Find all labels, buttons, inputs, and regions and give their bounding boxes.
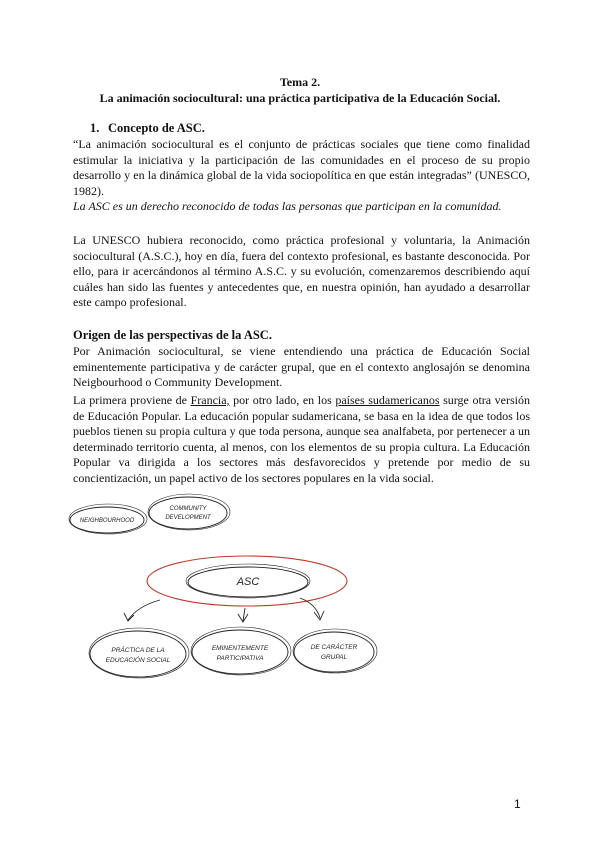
bottom-right-label-line2: GRUPAL <box>320 654 348 661</box>
italic-note: La ASC es un derecho reconocido de todas las personas que participan en la comunidad. <box>73 199 502 213</box>
bottom-middle-label-line1: EMINENTEMENTE <box>211 645 269 652</box>
page-number: 1 <box>514 797 521 811</box>
community-label-line2: DEVELOPMENT <box>165 515 211 521</box>
arrow-middle <box>238 608 248 622</box>
asc-label: ASC <box>236 576 260 588</box>
section-1-heading <box>90 121 205 136</box>
community-development-node <box>148 494 230 530</box>
section-1-paragraph: La UNESCO hubiera reconocido, como práctica profesional y voluntaria, la Animación sociocultural (A.S.C.), hoy en día, fuera del contexto profesional, es bastante desconocida. Por ello, para ir acercándonos al término A.S.C. y su evolución, comenzaremos describiendo aquí cuáles han sido las fuentes y antecedentes que, en nuestra opinión, han ayudado a desarrollar este campo profesional. <box>73 233 530 310</box>
paises-sudamericanos-text: países sudamericanos <box>335 393 440 407</box>
neighbourhood-label: NEIGHBOURHOOD <box>79 518 135 524</box>
section-2-paragraph-1: Por Animación sociocultural, se viene entendiendo una práctica de Educación Social eminentemente participativa y de carácter grupal, que en el contexto anglosajón se denomina Neigbourhood o Community Development. <box>73 344 530 390</box>
asc-diagram <box>60 490 530 710</box>
caracter-grupal-node <box>293 629 377 673</box>
neighbourhood-node <box>69 504 147 534</box>
asc-central-node <box>147 556 347 606</box>
community-label-line1: COMMUNITY <box>169 506 207 512</box>
topic-title: Tema 2. <box>279 75 321 89</box>
unesco-quote: “La animación sociocultural es el conjunto de prácticas sociales que tiene como finalidad estimular la iniciativa y la participación de las comunidades en el proceso de su propio desarrollo y en la dinámica global de la vida sociopolítica en que están integradas” (UNESCO, 1982). <box>73 137 530 198</box>
bottom-left-label-line2: EDUCACIÓN SOCIAL <box>105 657 171 664</box>
section-2-heading: Origen de las perspectivas de la ASC. <box>73 328 272 342</box>
bottom-left-label-line1: PRÁCTICA DE LA <box>111 647 165 654</box>
bottom-middle-label-line2: PARTICIPATIVA <box>216 655 264 662</box>
p2-text-3: surge otra versión de Educación Popular. La educación popular sudamericana, se basa en la idea de que todos los pueblos tienen su propia cultura y que toda persona, aunque sea analfabeta, por pertenecer a un determinado territorio cuenta, al menos, con los elementos de su propia cultura. La Educación Popular va dirigida a los sectores más desfavorecidos y pretende por medio de su concientización, un papel activo de los sectores populares en la vida social. <box>73 393 531 485</box>
section-1-title: Concepto de ASC. <box>108 121 205 135</box>
document-subtitle: La animación sociocultural: una práctica participativa de la Educación Social. <box>99 91 501 105</box>
section-2-paragraph-2 <box>73 393 530 487</box>
eminentemente-participativa-node <box>191 627 291 675</box>
p2-text-2: por otro lado, en los <box>229 393 336 407</box>
bottom-right-label-line1: DE CARÁCTER <box>310 644 358 651</box>
practica-educacion-social-node <box>89 628 189 678</box>
p2-text-1: La primera proviene de <box>73 393 191 407</box>
francia-link-text: Francia, <box>190 393 230 407</box>
section-1-number: 1. <box>90 121 100 135</box>
arrow-left <box>124 600 160 621</box>
